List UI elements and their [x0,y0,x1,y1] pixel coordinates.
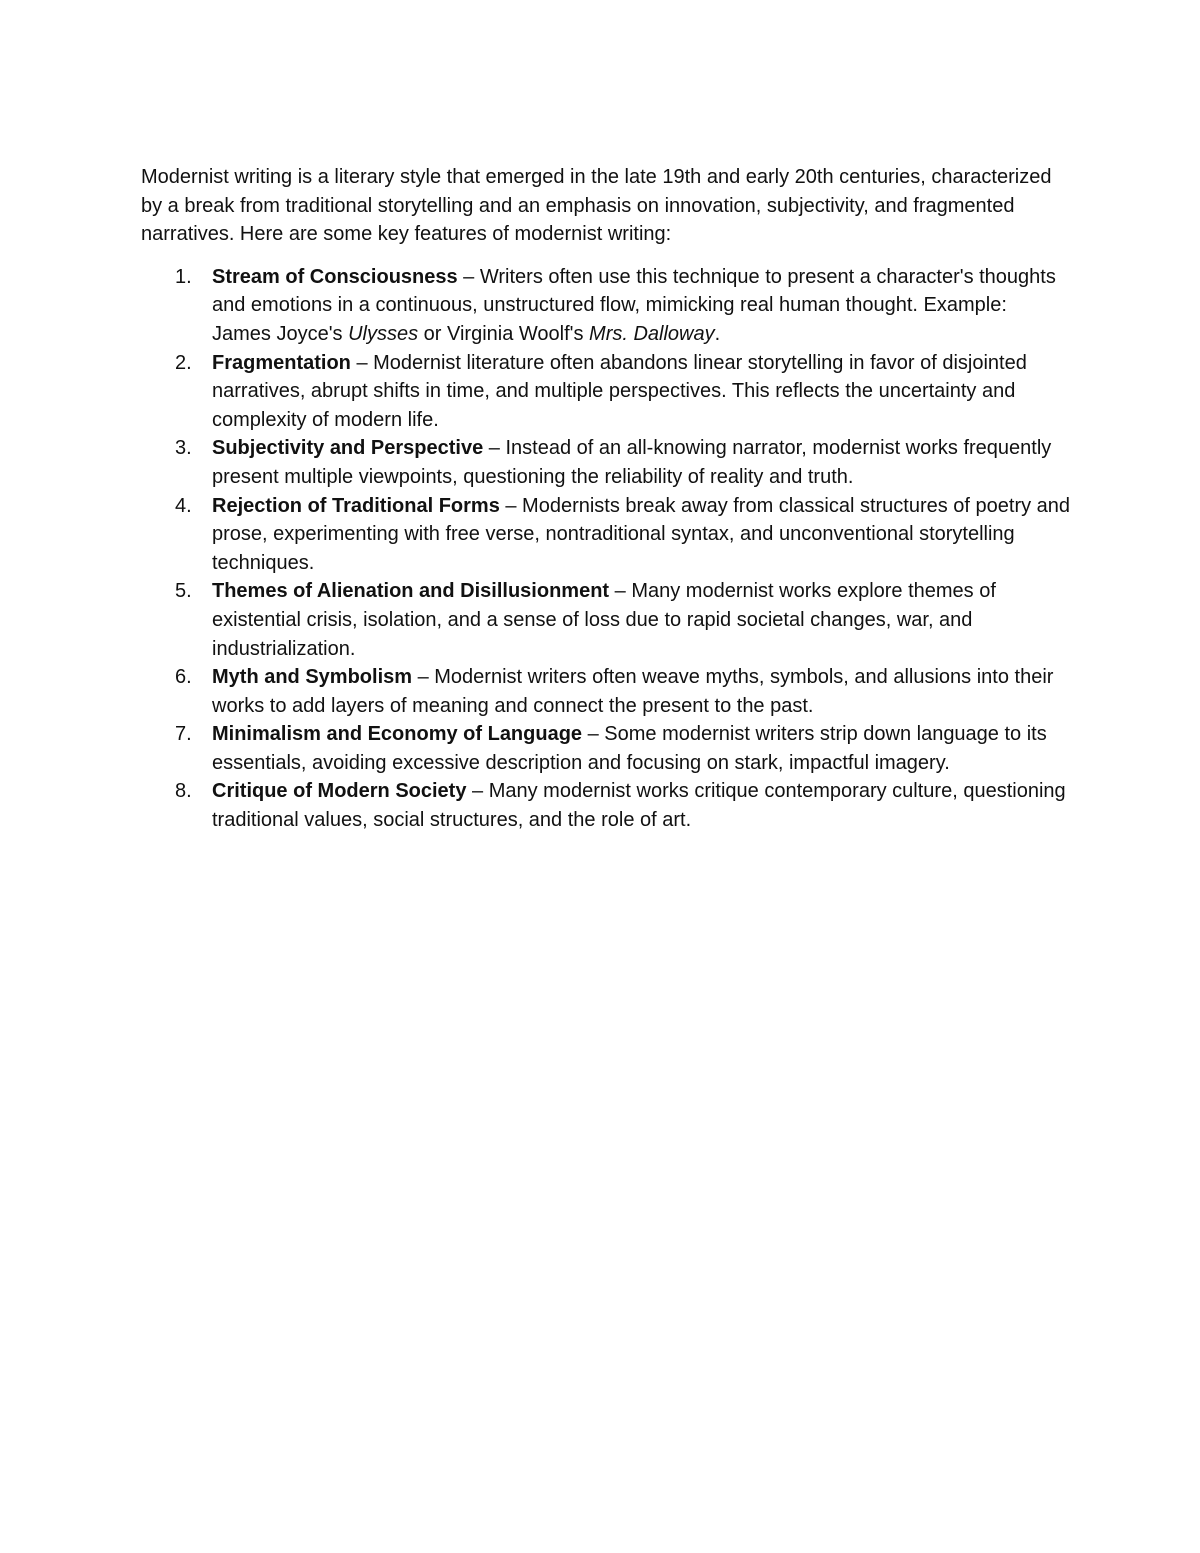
list-item-description: – Instead of an all-knowing narrator, modernist works frequently present multiple viewpoints, questioning the reliability of reality and truth. [212,437,1052,488]
list-item [141,349,1071,435]
list-item-number: 7. [175,723,192,746]
list-item-description: – Writers often use this technique to present a character's thoughts and emotions in a continuous, unstructured flow, mimicking real human thought. Example: James Joyce's [212,265,1056,345]
list-item-number: 1. [175,265,192,288]
list-item-number: 3. [175,437,192,460]
list-item-connector: or Virginia Woolf's [418,322,590,345]
list-item [141,492,1071,578]
list-item-term: Rejection of Traditional Forms [212,494,500,517]
work-title: Mrs. Dalloway [589,322,715,345]
list-item-term: Stream of Consciousness [212,265,458,288]
list-item-number: 8. [175,780,192,803]
list-item-number: 6. [175,666,192,689]
work-title: Ulysses [348,322,419,345]
list-item [141,777,1071,834]
list-item-term: Minimalism and Economy of Language [212,723,583,746]
list-item-term: Themes of Alienation and Disillusionment [212,580,610,603]
list-item-description: – Many modernist works explore themes of existential crisis, isolation, and a sense of loss due to rapid societal changes, war, and industrialization. [212,580,996,660]
list-item [141,263,1071,349]
list-item-term: Myth and Symbolism [212,666,413,689]
list-item-description: – Modernists break away from classical structures of poetry and prose, experimenting with free verse, nontraditional syntax, and unconventional storytelling techniques. [212,494,1071,574]
feature-list [141,263,1071,835]
list-item-term: Subjectivity and Perspective [212,437,484,460]
intro-paragraph: Modernist writing is a literary style that emerged in the late 19th and early 20th centuries, characterized by a break from traditional storytelling and an emphasis on innovation, subjectivity, and fragmented narratives. Here are some key features of modernist writing: [141,166,1052,246]
list-item-description: – Modernist writers often weave myths, symbols, and allusions into their works to add layers of meaning and connect the present to the past. [212,666,1054,717]
list-item-description: – Some modernist writers strip down language to its essentials, avoiding excessive description and focusing on stark, impactful imagery. [212,723,1047,774]
list-item [141,434,1071,491]
list-item-term: Critique of Modern Society [212,780,467,803]
list-item-end: . [714,322,721,345]
list-item-term: Fragmentation [212,351,351,374]
list-item [141,577,1071,663]
list-item-description: – Many modernist works critique contemporary culture, questioning traditional values, social structures, and the role of art. [212,780,1066,832]
list-item-description: – Modernist literature often abandons linear storytelling in favor of disjointed narratives, abrupt shifts in time, and multiple perspectives. This reflects the uncertainty and complexity of modern life. [212,351,1027,431]
list-item-number: 5. [175,580,192,603]
document-page [141,163,1071,835]
list-item [141,720,1071,777]
list-item-number: 4. [175,494,192,517]
list-item-number: 2. [175,351,192,374]
list-item [141,663,1071,720]
